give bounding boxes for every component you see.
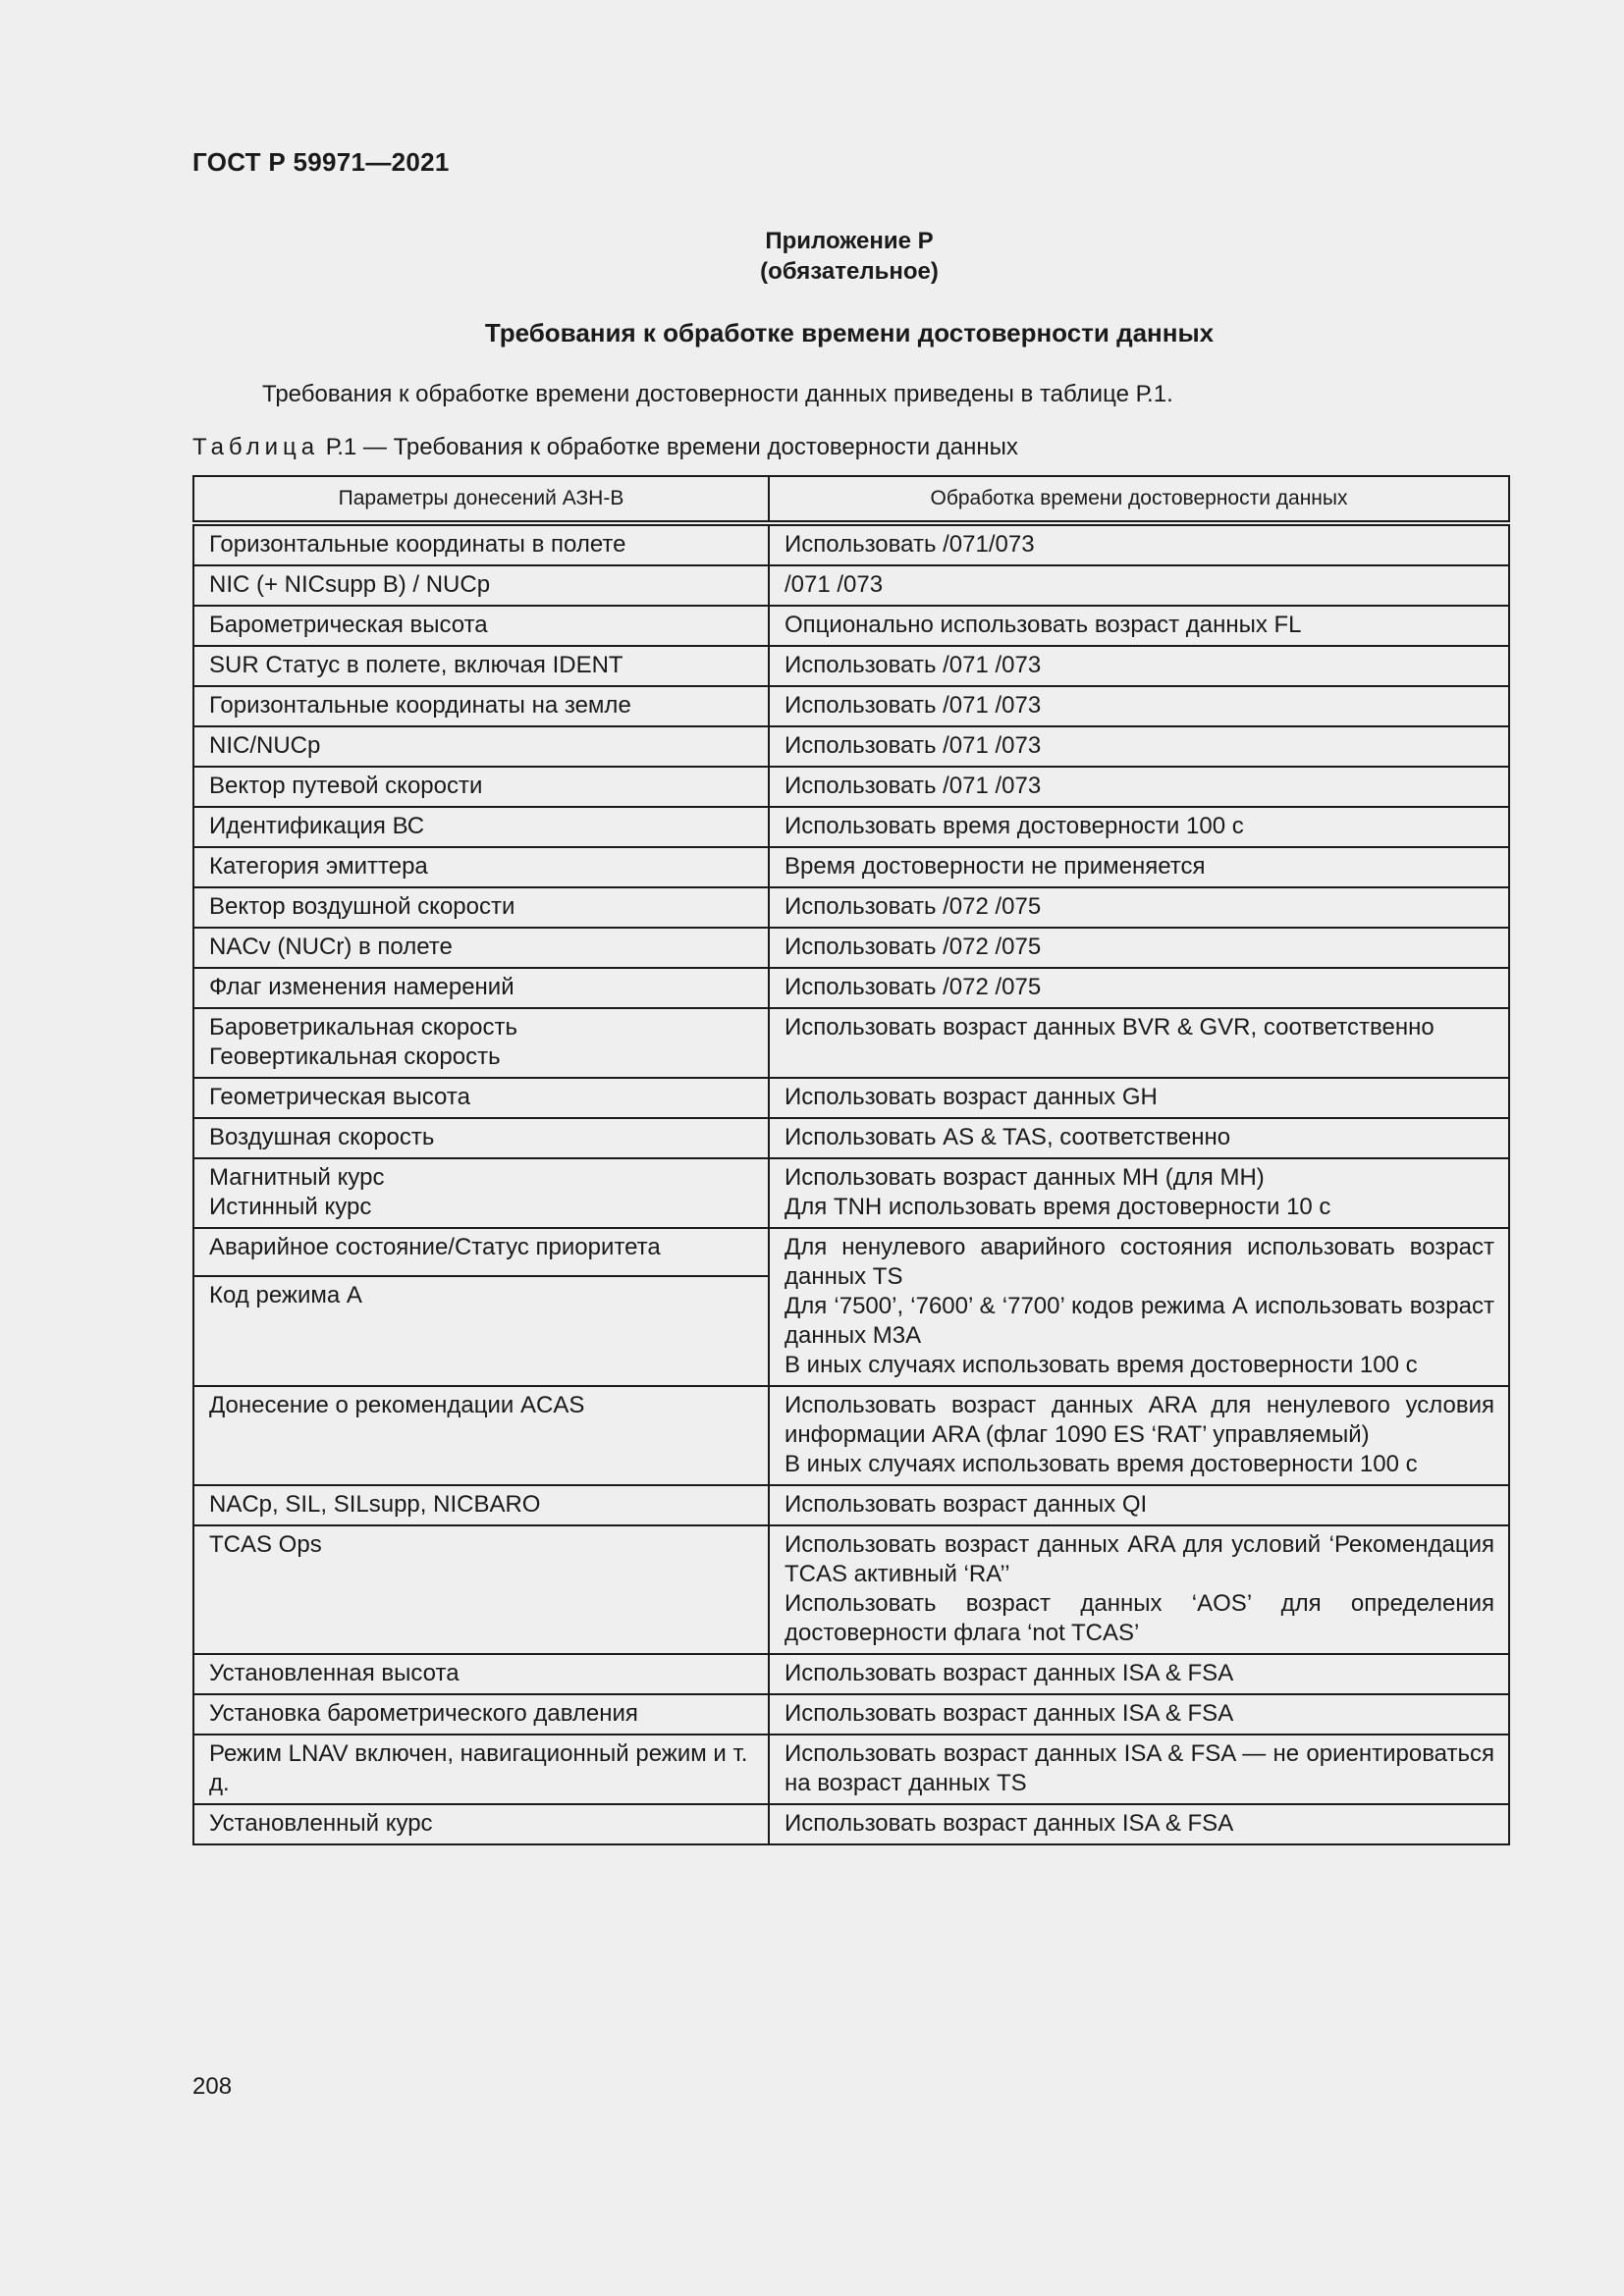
parameter-cell: NACp, SIL, SILsupp, NICBARO: [193, 1485, 769, 1525]
parameter-cell: SUR Статус в полете, включая IDENT: [193, 646, 769, 686]
parameter-cell: NIC/NUCp: [193, 726, 769, 767]
parameter-cell: Установка барометрического давления: [193, 1694, 769, 1735]
parameter-cell: TCAS Ops: [193, 1525, 769, 1654]
parameter-cell: Донесение о рекомендации ACAS: [193, 1386, 769, 1485]
appendix-heading: [0, 226, 1624, 287]
requirements-table: [192, 475, 1510, 1845]
processing-cell: Использовать возраст данных GH: [769, 1078, 1509, 1118]
table-row: [193, 1654, 1509, 1694]
processing-cell: Использовать возраст данных ISA & FSA: [769, 1694, 1509, 1735]
table-header-row: [193, 476, 1509, 523]
appendix-title: Приложение Р: [765, 228, 934, 254]
table-row: [193, 686, 1509, 726]
parameter-cell: Бароветрикальная скорость Геовертикальная скорость: [193, 1008, 769, 1078]
processing-cell: Использовать /071 /073: [769, 686, 1509, 726]
table-caption-prefix: Таблица: [192, 434, 320, 460]
page-number: 208: [192, 2073, 233, 2100]
parameter-cell: Категория эмиттера: [193, 847, 769, 887]
processing-cell: Использовать /071 /073: [769, 726, 1509, 767]
intro-paragraph: Требования к обработке времени достоверности данных приведены в таблице Р.1.: [262, 381, 1173, 407]
table-row: [193, 1008, 1509, 1078]
processing-cell: Использовать /072 /075: [769, 968, 1509, 1008]
table-row: [193, 928, 1509, 968]
processing-cell: Использовать возраст данных ARA для ненулевого условия информации ARA (флаг 1090 ES ‘RAT’ управляемый) В иных случаях использовать время достоверности 100 с: [769, 1386, 1509, 1485]
table-row: [193, 1525, 1509, 1654]
processing-cell: Опционально использовать возраст данных FL: [769, 606, 1509, 646]
table-caption: [192, 434, 1018, 461]
parameter-cell: Магнитный курс Истинный курс: [193, 1158, 769, 1228]
table-row: [193, 646, 1509, 686]
parameter-cell: NACv (NUCr) в полете: [193, 928, 769, 968]
table-row: [193, 1386, 1509, 1485]
section-title: Требования к обработке времени достоверности данных: [484, 318, 1215, 347]
table-row: [193, 565, 1509, 606]
processing-cell: Использовать возраст данных BVR & GVR, соответственно: [769, 1008, 1509, 1078]
column-header-parameters: Параметры донесений АЗН-В: [193, 476, 769, 523]
parameter-cell: Барометрическая высота: [193, 606, 769, 646]
parameter-cell: Вектор путевой скорости: [193, 767, 769, 807]
processing-cell: Использовать возраст данных MH (для MH) Для TNH использовать время достоверности 10 с: [769, 1158, 1509, 1228]
table-row: [193, 1158, 1509, 1228]
processing-cell: /071 /073: [769, 565, 1509, 606]
parameter-cell: Код режима А: [193, 1276, 769, 1386]
processing-cell: Использовать AS & TAS, соответственно: [769, 1118, 1509, 1158]
table-row: [193, 887, 1509, 928]
table-row: [193, 1804, 1509, 1844]
processing-cell: Время достоверности не применяется: [769, 847, 1509, 887]
parameter-cell: Горизонтальные координаты на земле: [193, 686, 769, 726]
table-row: [193, 1735, 1509, 1804]
processing-cell: Использовать время достоверности 100 с: [769, 807, 1509, 847]
parameter-cell: Установленная высота: [193, 1654, 769, 1694]
table-row: [193, 968, 1509, 1008]
processing-cell: Использовать /072 /075: [769, 928, 1509, 968]
parameter-cell: Геометрическая высота: [193, 1078, 769, 1118]
processing-cell: Использовать /071 /073: [769, 646, 1509, 686]
table-row: [193, 1118, 1509, 1158]
parameter-cell: NIC (+ NICsupp B) / NUCp: [193, 565, 769, 606]
processing-cell: Использовать возраст данных ARA для условий ‘Рекомендация TCAS активный ‘RA’’ Использовать возраст данных ‘AOS’ для определения достоверности флага ‘not TCAS’: [769, 1525, 1509, 1654]
standard-header: ГОСТ Р 59971—2021: [192, 147, 450, 177]
processing-cell: Использовать возраст данных QI: [769, 1485, 1509, 1525]
table-row: [193, 847, 1509, 887]
table-row: [193, 807, 1509, 847]
column-header-processing: Обработка времени достоверности данных: [769, 476, 1509, 523]
table-row: [193, 1485, 1509, 1525]
processing-cell: Использовать возраст данных ISA & FSA: [769, 1654, 1509, 1694]
processing-cell: Использовать возраст данных ISA & FSA — не ориентироваться на возраст данных TS: [769, 1735, 1509, 1804]
table-row: [193, 767, 1509, 807]
table-caption-text: Р.1 — Требования к обработке времени достоверности данных: [319, 434, 1018, 460]
processing-cell: Для ненулевого аварийного состояния использовать возраст данных TS Для ‘7500’, ‘7600’ & ‘7700’ кодов режима А использовать возраст данных M3A В иных случаях использовать время достоверности 100 с: [769, 1228, 1509, 1386]
parameter-cell: Аварийное состояние/Статус приоритета: [193, 1228, 769, 1276]
parameter-cell: Воздушная скорость: [193, 1118, 769, 1158]
appendix-status: (обязательное): [760, 258, 939, 285]
processing-cell: Использовать /072 /075: [769, 887, 1509, 928]
parameter-cell: Горизонтальные координаты в полете: [193, 523, 769, 565]
parameter-cell: Режим LNAV включен, навигационный режим и т. д.: [193, 1735, 769, 1804]
table-row: [193, 606, 1509, 646]
processing-cell: Использовать /071/073: [769, 523, 1509, 565]
table-row: [193, 1694, 1509, 1735]
parameter-cell: Вектор воздушной скорости: [193, 887, 769, 928]
table-row: [193, 1078, 1509, 1118]
parameter-cell: Установленный курс: [193, 1804, 769, 1844]
parameter-cell: Флаг изменения намерений: [193, 968, 769, 1008]
processing-cell: Использовать возраст данных ISA & FSA: [769, 1804, 1509, 1844]
parameter-cell: Идентификация ВС: [193, 807, 769, 847]
table-row: [193, 1228, 1509, 1276]
processing-cell: Использовать /071 /073: [769, 767, 1509, 807]
table-row: [193, 726, 1509, 767]
table-row: [193, 523, 1509, 565]
